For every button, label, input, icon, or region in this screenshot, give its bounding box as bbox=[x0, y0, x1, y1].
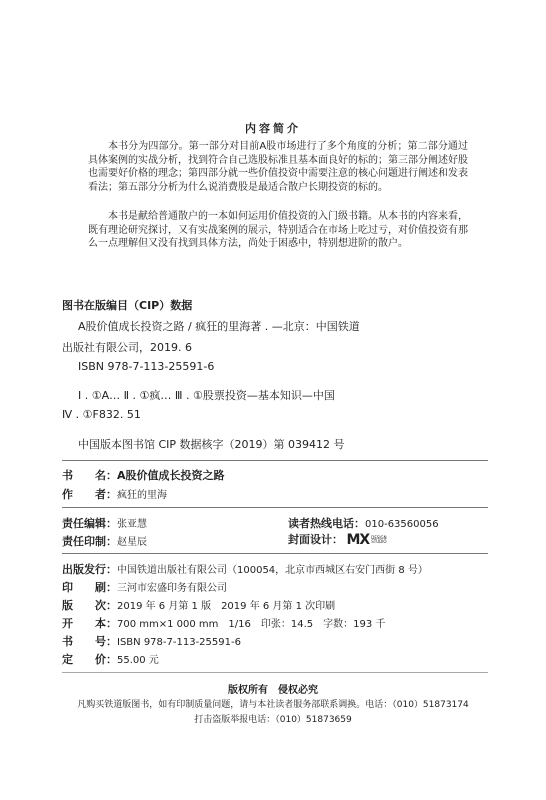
piracy-hotline: 打击盗版举报电话：（010）51873659 bbox=[194, 715, 352, 725]
printer-value: 三河市宏盛印务有限公司 bbox=[117, 583, 227, 594]
isbn-label: 书 号： bbox=[62, 635, 117, 648]
summary-paragraph-2 bbox=[88, 210, 468, 251]
divider bbox=[62, 672, 488, 673]
cip-classification-1: Ⅰ . ①A… Ⅱ . ①疯… Ⅲ . ①股票投资—基本知识—中国 bbox=[78, 389, 335, 402]
copyright-notice: 版权所有 侵权必究 bbox=[228, 685, 318, 696]
hotline-number: 010-63560056 bbox=[365, 519, 439, 530]
publisher-label: 出版发行： bbox=[62, 563, 117, 576]
cip-line-1: A股价值成长投资之路 / 疯狂的里海著 . —北京：中国铁道 bbox=[78, 320, 360, 333]
editor-name: 张亚慧 bbox=[117, 519, 147, 530]
quality-notice: 凡购买铁道版图书，如有印制质量问题，请与本社读者服务部联系调换。电话：（010）51873174 bbox=[77, 700, 469, 710]
hotline-label: 读者热线电话： bbox=[288, 517, 365, 530]
edition-value: 2019 年 6 月第 1 版 2019 年 6 月第 1 次印刷 bbox=[117, 601, 336, 612]
divider bbox=[62, 460, 488, 461]
price-value: 55.00 元 bbox=[117, 655, 159, 666]
format-label: 开 本： bbox=[62, 617, 117, 630]
editor-label: 责任编辑： bbox=[62, 517, 117, 530]
isbn-row bbox=[62, 633, 241, 649]
price-row bbox=[62, 651, 159, 667]
printing-name: 赵星辰 bbox=[117, 537, 147, 548]
design-studio-logo-sub: DESIGN STUDIO bbox=[371, 535, 387, 544]
printer-label: 印 刷： bbox=[62, 581, 117, 594]
edition-row bbox=[62, 597, 335, 613]
publisher-value: 中国铁道出版社有限公司（100054，北京市西城区右安门西街 8 号） bbox=[117, 565, 428, 576]
design-studio-logo bbox=[347, 532, 387, 548]
printing-row bbox=[62, 533, 147, 549]
book-author-row bbox=[62, 486, 167, 502]
book-title-label: 书 名： bbox=[62, 469, 117, 482]
summary-text-2: 本书是献给普通散户的一本如何运用价值投资的入门级书籍。从本书的内容来看，既有理论研究探讨，又有实战案例的展示，特别适合在市场上吃过亏，对价值投资有那么一点理解但又没有找到具体方法，尚处于困惑中，特别想进阶的散户。 bbox=[88, 211, 468, 250]
cip-heading: 图书在版编目（CIP）数据 bbox=[62, 299, 193, 312]
cip-line-2: 出版社有限公司，2019. 6 bbox=[62, 341, 192, 354]
divider bbox=[62, 553, 488, 554]
cip-isbn: ISBN 978-7-113-25591-6 bbox=[78, 360, 215, 373]
editor-row bbox=[62, 515, 147, 531]
summary-paragraph-1 bbox=[88, 140, 468, 194]
design-studio-logo-mark: MX bbox=[346, 532, 370, 548]
cover-design-row bbox=[288, 531, 387, 548]
summary-title: 内容简介 bbox=[245, 122, 301, 135]
hotline-row bbox=[288, 515, 439, 531]
book-title-row bbox=[62, 467, 225, 483]
book-author: 疯狂的里海 bbox=[117, 490, 167, 501]
format-value: 700 mm×1 000 mm 1/16 印张：14.5 字数：193 千 bbox=[117, 619, 386, 630]
book-title: A股价值成长投资之路 bbox=[117, 469, 225, 482]
cip-classification-2: Ⅳ . ①F832. 51 bbox=[62, 408, 141, 421]
printer-row bbox=[62, 579, 227, 595]
book-author-label: 作 者： bbox=[62, 488, 117, 501]
publisher-row bbox=[62, 561, 428, 577]
isbn-value: ISBN 978-7-113-25591-6 bbox=[117, 637, 241, 648]
price-label: 定 价： bbox=[62, 653, 117, 666]
divider bbox=[62, 507, 488, 508]
summary-text-1: 本书分为四部分。第一部分对目前A股市场进行了多个角度的分析；第二部分通过具体案例的实战分析，找到符合自己选股标准且基本面良好的标的；第三部分阐述好股也需要好价格的理念；第四部分就一些价值投资中需要注意的核心问题进行阐述和发表看法；第五部分分析为什么说消费股是最适合散户长期投资的标的。 bbox=[88, 141, 468, 193]
cover-design-label: 封面设计： bbox=[288, 533, 343, 546]
printing-label: 责任印制： bbox=[62, 535, 117, 548]
edition-label: 版 次： bbox=[62, 599, 117, 612]
format-row bbox=[62, 615, 385, 631]
cip-record-number: 中国版本图书馆 CIP 数据核字（2019）第 039412 号 bbox=[78, 438, 345, 451]
